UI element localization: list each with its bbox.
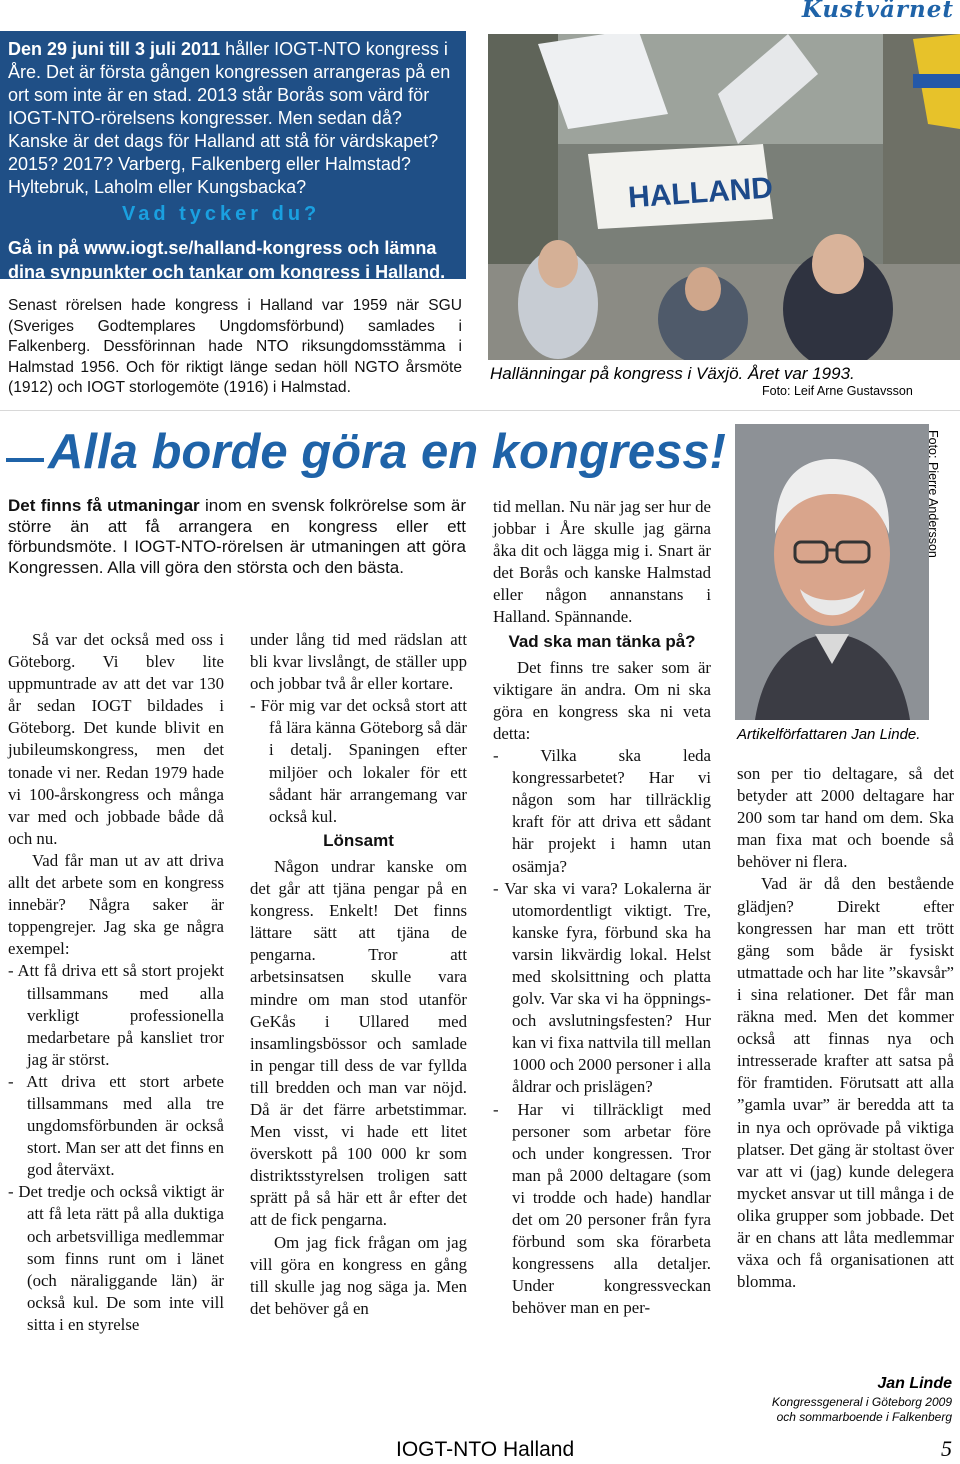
parade-photo-credit: Foto: Leif Arne Gustavsson: [762, 384, 913, 398]
portrait-credit: Foto: Pierre Andersson: [926, 430, 940, 558]
parade-banner-text: HALLAND: [627, 171, 774, 215]
bullet-item: - Var ska vi vara? Lokalerna är utomordentligt viktigt. Tre, kanske fyra, förbund ska ha varsin likvärdig lokal. Helst med skolsittning och platta golv. Var ska vi ha öppnings- och avslutningsfesten? Hur kan vi fixa nattvila till mellan 1000 och 2000 personer i alla åldrar och prislägen?: [493, 878, 711, 1097]
author-title: Kongressgeneral i Göteborg 2009: [771, 1395, 952, 1409]
paragraph: Någon undrar kanske om det går att tjäna pengar på en kongress. Enkelt! Det finns lättare sätt att tjäna de pengarna. Tror att arbetsinsatsen skulle vara mindre om man stod utanför GeKås i Ullared med insamlingsbössor och samlade in pengar till dess de var fyllda till bredden och man var nöjd. Då är det färre arbetstimmar. Men visst, vi hade ett litet överskott på 100 000 kr som distriktsstyrelsen troligen satt sprätt på så här ett år efter det att de fick pengarna.: [250, 856, 467, 1230]
info-box-intro-text: håller IOGT-NTO kongress i Åre. Det är första gången kongressen arrangeras på en ort som inte är en stad. 2013 står Borås som värd för IOGT-NTO-rörelsens kongresser. Men sedan då? Kanske är det dags för Halland att stå för värdskapet? 2015? 2017? Varberg, Falkenberg eller Halmstad? Hyltebruk, Laholm eller Kungsbacka?: [8, 39, 451, 197]
info-box-question: Vad tycker du?: [122, 203, 321, 225]
subheading-lonsamt: Lönsamt: [323, 830, 394, 850]
headline-accent-bar: [6, 458, 44, 462]
paragraph: Vad är då den bestående glädjen? Direkt efter kongressen har man ett trött gäng som både är fysiskt utmattade och har lite ”skavsår” i sina relationer. Det får man räkna med. Men det kommer också att finnas nya och intresserade krafter att satsa på för framtiden. Förutsatt att alla ”gamla uvar” är beredda att ta in nya och oprövade på viktiga platser. Det gäng är stoltast över var att vi (jag) kunde delegera mycket ansvar ut till många i de olika grupper som jobbade. Det är en chans att låta medlemmar växa och få organisationen att blomma.: [737, 874, 954, 1292]
author-portrait: [735, 424, 929, 720]
paragraph: Det finns tre saker som är viktigare än andra. Om ni ska göra en kongress ska ni veta detta:: [493, 657, 711, 743]
bullet-item: - Det tredje och också viktigt är att få leta rätt på alla duktiga och arbetsvilliga medlemmar som finns runt om i länet (och näraliggande län) är också kul. De som inte vill sitta i en styrelse: [8, 1182, 224, 1334]
kustvarnet-logo: Kustvärnet: [801, 0, 954, 23]
section-divider: [0, 410, 960, 411]
article-column-1: [8, 629, 224, 1336]
page-number: 5: [941, 1436, 952, 1461]
lead-bold: Det finns få utmaningar: [8, 496, 200, 515]
paragraph: Om jag fick frågan om jag vill göra en kongress en gång till skulle jag nog säga ja. Men det behöver gå en: [250, 1232, 467, 1318]
info-box-intro: [8, 38, 463, 199]
portrait-caption: Artikelförfattaren Jan Linde.: [737, 726, 921, 743]
info-box-call-to-action: Gå in på www.iogt.se/halland-kongress och lämna dina synpunkter och tankar om kongress i Halland.: [8, 238, 446, 282]
author-note: och sommarboende i Falkenberg: [776, 1410, 952, 1424]
subheading-vad-ska-man-tanka-pa: Vad ska man tänka på?: [508, 631, 696, 651]
parade-photo: [488, 34, 960, 360]
paragraph: Vad får man ut av att driva allt det arbete som en kongress innebär? Några saker är toppengrejer. Jag ska ge några exempel:: [8, 850, 224, 959]
paragraph: under lång tid med rädslan att bli kvar livslångt, de ställer upp och jobbar två år eller kortare.: [250, 630, 467, 694]
bullet-item: - Har vi tillräckligt med personer som arbetar före och under kongressen. Tror man på 2000 deltagare (som vi trodde och hade) handlar det om 20 personer från fyra förbund som ska förarbeta kongressens alla detaljer. Under kongressveckan behöver man en per-: [493, 1099, 711, 1318]
paragraph: son per tio deltagare, så det betyder att 2000 deltagare har 200 som tar hand om dem. Ska man fixa mat och boende så behöver ni flera.: [737, 764, 954, 872]
bullet-item: - Att driva ett stort arbete tillsammans med alla tre ungdomsförbunden är också stort. Man ser att det finns en god återväxt.: [8, 1071, 224, 1180]
article-headline: Alla borde göra en kongress!: [48, 425, 726, 479]
paragraph: Så var det också med oss i Göteborg. Vi blev lite uppmuntrade av att det var 130 år sedan IOGT bildades i Göteborg. Det kunde blivit en jubileumskongress, men det tonade vi ner. Redan 1979 hade vi 100-årskongress och många var med och jobbade både då och nu.: [8, 630, 224, 848]
publication-name: IOGT-NTO Halland: [396, 1438, 575, 1461]
bullet-item: - För mig var det också stort att få lära känna Göteborg så där i detalj. Spaningen efter miljöer och lokaler för ett sådant här arrangemang var också kul.: [250, 696, 467, 826]
article-lead: [8, 496, 466, 578]
paragraph: tid mellan. Nu när jag ser hur de jobbar i Åre skulle jag gärna åka dit och lägga mig i. Snart är det Borås och kanske Halmstad eller någon annanstans i Halland. Spännande.: [493, 497, 711, 627]
lead-text: inom en svensk folkrörelse som är större än att få arrangera en kongress eller ett förbundsmöte. I IOGT-NTO-rörelsen är utmaningen att göra Kongressen. Alla vill göra den största och den bästa.: [8, 496, 466, 577]
article-column-3: [493, 496, 711, 1319]
author-name: Jan Linde: [877, 1375, 952, 1392]
bullet-item: - Vilka ska leda kongressarbetet? Har vi någon som har tillräcklig kraft för att driva ett sådant här projekt i hamn utan osämja?: [493, 746, 711, 876]
parade-photo-caption: Hallänningar på kongress i Växjö. Året var 1993.: [490, 364, 855, 383]
info-box-date: Den 29 juni till 3 juli 2011: [8, 39, 221, 59]
history-paragraph: Senast rörelsen hade kongress i Halland var 1959 när SGU (Sveriges Godtemplares Ungdomsförbund) samlades i Falkenberg. Dessförinnan hade NTO riksungdomsstämma i Halmstad 1956. Och för riktigt länge sedan höll NGTO årsmöte (1912) och IOGT storlogemöte (1916) i Halmstad.: [8, 297, 462, 396]
bullet-item: - Att få driva ett så stort projekt tillsammans med alla verkligt professionella medarbetare på kansliet tror jag är störst.: [8, 961, 224, 1069]
article-column-4: [737, 763, 954, 1293]
article-column-2: [250, 629, 467, 1320]
